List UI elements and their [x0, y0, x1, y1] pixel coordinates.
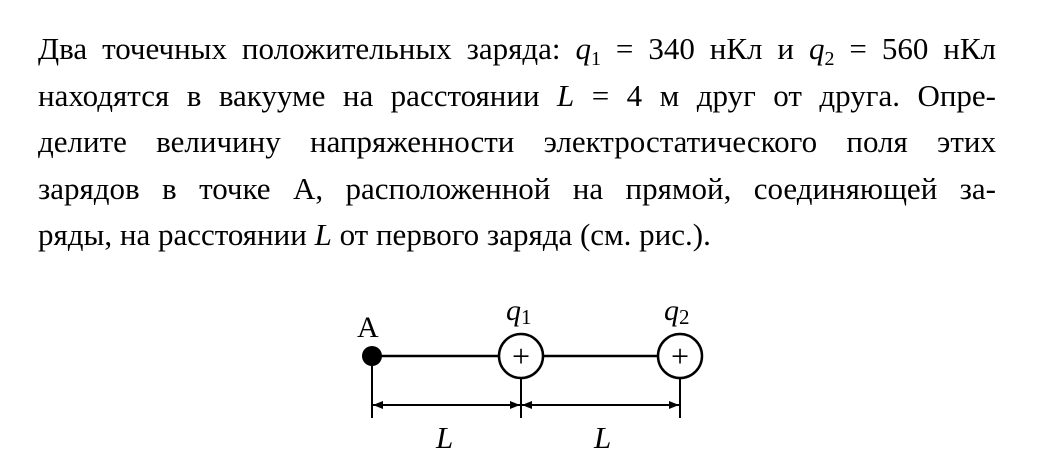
- text-segment: от первого заряда (см. рис.).: [331, 217, 711, 252]
- text-segment: = 4 м друг от друга. Опре-: [574, 77, 997, 113]
- charge-q1-subscript: 1: [590, 48, 601, 70]
- charge-q1-label-symbol: q: [506, 294, 521, 327]
- point-a-dot: [362, 346, 382, 366]
- distance-symbol: L: [314, 217, 332, 252]
- problem-line-3: делите величину напряженности электростатического поля этих: [38, 124, 996, 159]
- charge-q2-subscript: 2: [824, 48, 835, 70]
- text-segment: = 560 нКл: [834, 31, 997, 66]
- charge-q2-symbol: q: [808, 31, 825, 66]
- charge-q2-label: [664, 294, 690, 329]
- charge-q1-plus: +: [511, 338, 531, 374]
- charge-q1-label-subscript: 1: [521, 305, 532, 329]
- text-segment: Два точечных положительных заряда:: [38, 31, 576, 66]
- problem-line-4: зарядов в точке А, расположенной на прямой, соединяющей за-: [38, 170, 996, 206]
- dimension-label-1: L: [436, 420, 454, 455]
- text-segment: ряды, на расстоянии: [38, 217, 315, 252]
- point-a-label: A: [357, 311, 379, 344]
- distance-symbol: L: [557, 77, 575, 113]
- charge-q2-label-symbol: q: [664, 294, 679, 327]
- text-segment: находятся в вакууме на расстоянии: [38, 77, 558, 113]
- charge-q1-label: [506, 294, 532, 329]
- charge-q2-label-subscript: 2: [679, 305, 690, 329]
- charge-q2-plus: +: [670, 338, 690, 374]
- text-segment: = 340 нКл и: [600, 31, 809, 66]
- dimension-label-2: L: [594, 420, 612, 455]
- charge-q1-symbol: q: [575, 31, 591, 66]
